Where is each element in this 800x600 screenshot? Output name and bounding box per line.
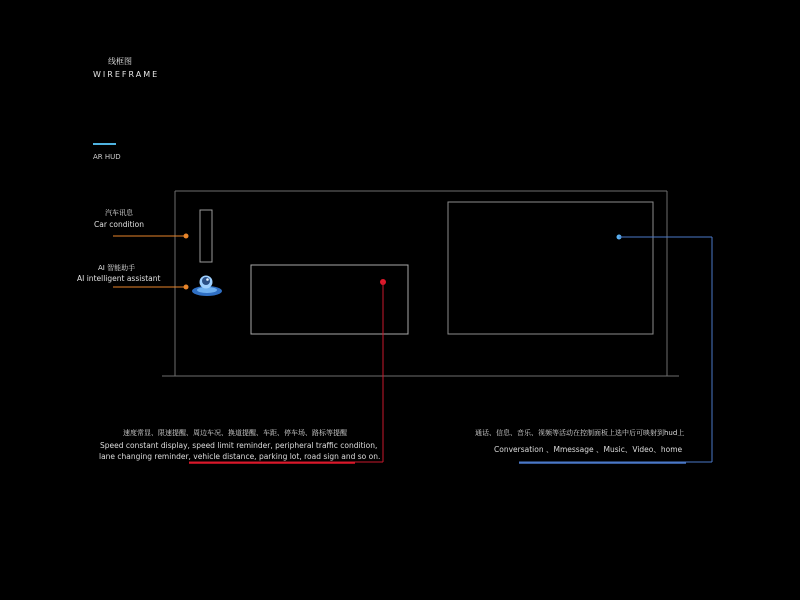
wireframe-title-en: WIREFRAME xyxy=(93,70,160,79)
section-label: AR HUD xyxy=(93,153,121,161)
right-caption-en: Conversation 、Mmessage 、Music、Video、home xyxy=(494,445,683,454)
ai-assistant-label-cn: AI 智能助手 xyxy=(98,264,136,272)
center-caption-en-line2: lane changing reminder, vehicle distance, parking lot, road sign and so on. xyxy=(99,452,381,461)
center-caption-en-line1: Speed constant display, speed limit reminder, peripheral traffic condition, xyxy=(100,441,378,450)
center-hud-panel xyxy=(251,265,408,334)
dashboard-frame xyxy=(162,191,679,376)
center-caption-cn: 速度常显、限速提醒、周边车况、换道提醒、车距、停车场、路标等提醒 xyxy=(123,429,347,437)
wireframe-title-cn: 线框图 xyxy=(108,57,132,66)
right-caption-cn: 通话、信息、音乐、视频等活动在控制面板上选中后可映射到hud上 xyxy=(475,429,685,437)
car-condition-label-en: Car condition xyxy=(94,220,144,229)
car-condition-label-cn: 汽车讯息 xyxy=(105,209,133,217)
ai-assistant-icon xyxy=(192,276,222,297)
car-condition-leader xyxy=(113,234,189,239)
ai-assistant-label-en: AI intelligent assistant xyxy=(77,274,161,283)
car-condition-panel xyxy=(200,210,212,262)
ai-assistant-leader xyxy=(113,285,189,290)
right-screen-panel xyxy=(448,202,653,334)
